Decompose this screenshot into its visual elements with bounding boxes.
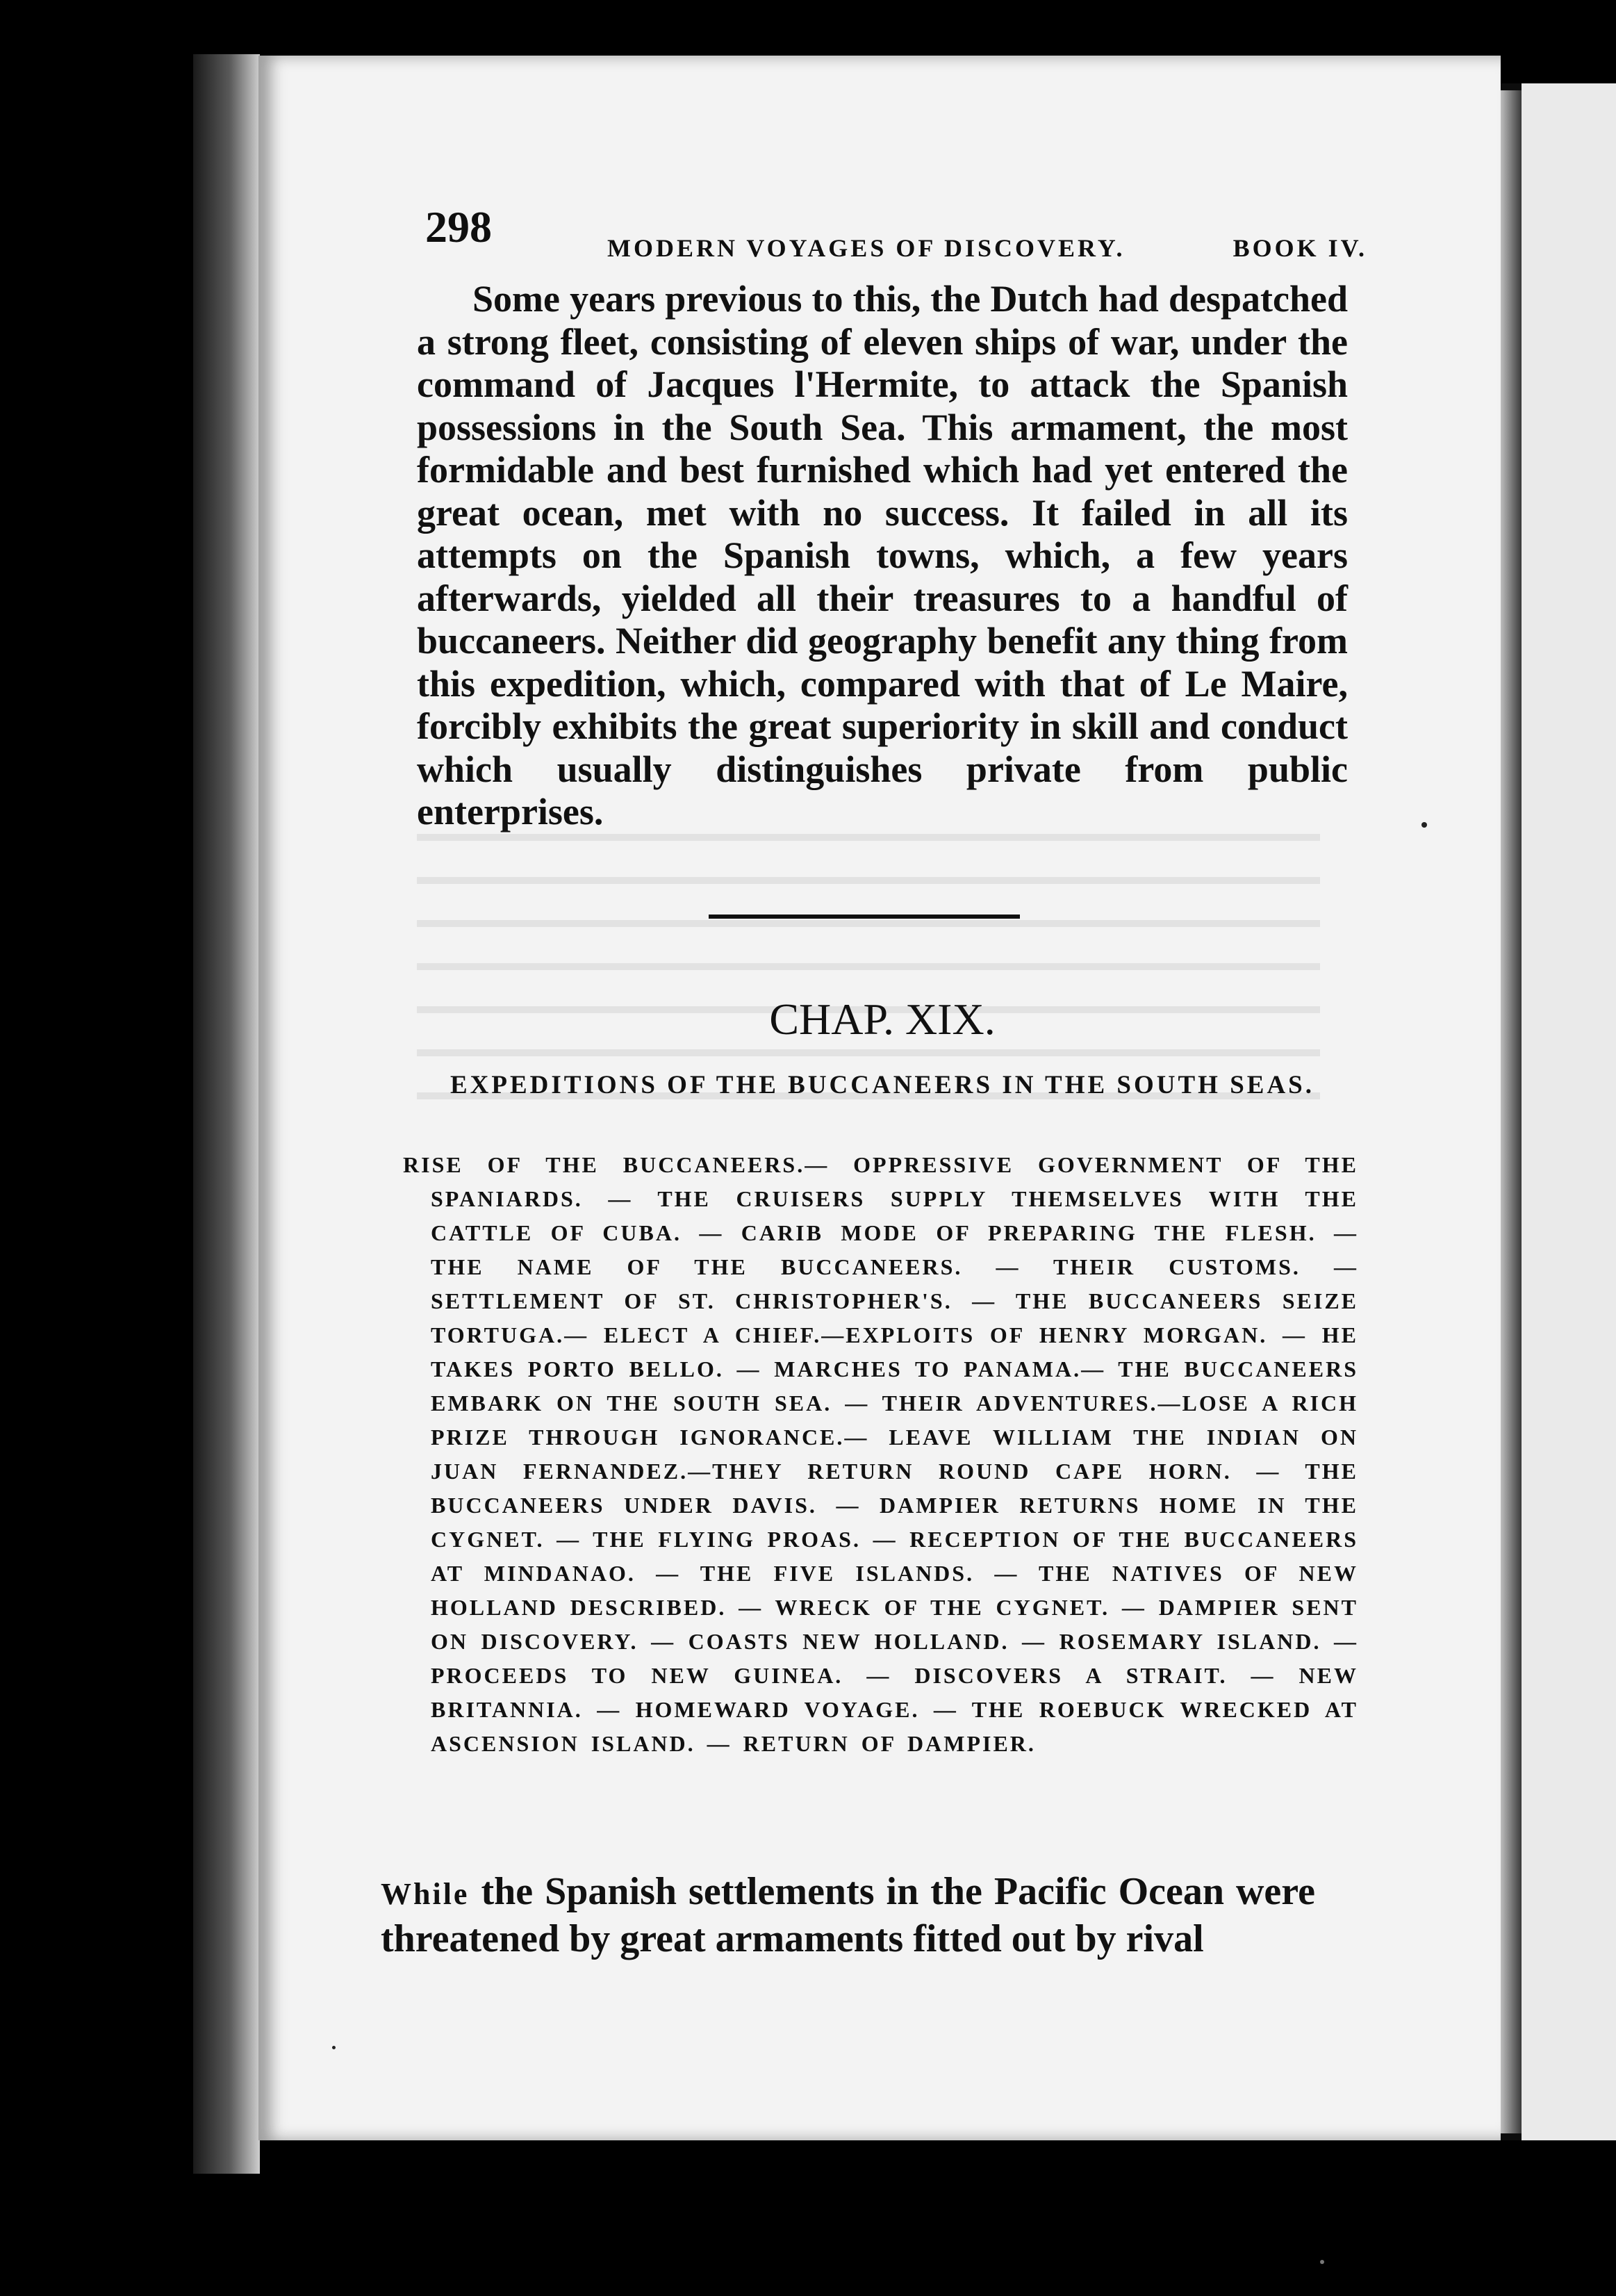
running-head-book: BOOK IV. [1232, 234, 1367, 262]
chapter-title: CHAP. XIX. [769, 994, 996, 1044]
section-rule [709, 915, 1020, 919]
page-shadow-left [193, 54, 260, 2174]
scan-speck [332, 2046, 336, 2049]
chapter-summary: RISE OF THE BUCCANEERS.— OPPRESSIVE GOVERNMENT OF THE SPANIARDS. — THE CRUISERS SUPPLY THEMSELVES WITH THE CATTLE OF CUBA. — CARIB MODE OF PREPARING THE FLESH. — THE NAME OF THE BUCCANEERS. — THEIR CUSTOMS. — SETTLEMENT OF ST. CHRISTOPHER'S. — THE BUCCANEERS SEIZE TORTUGA.— ELECT A CHIEF.—EXPLOITS OF HENRY MORGAN. — HE TAKES PORTO BELLO. — MARCHES TO PANAMA.— THE BUCCANEERS EMBARK ON THE SOUTH SEA. — THEIR ADVENTURES.—LOSE A RICH PRIZE THROUGH IGNORANCE.— LEAVE WILLIAM THE INDIAN ON JUAN FERNANDEZ.—THEY RETURN ROUND CAPE HORN. — THE BUCCANEERS UNDER DAVIS. — DAMPIER RETURNS HOME IN THE CYGNET. — THE FLYING PROAS. — RECEPTION OF THE BUCCANEERS AT MINDANAO. — THE FIVE ISLANDS. — THE NATIVES OF NEW HOLLAND DESCRIBED. — WRECK OF THE CYGNET. — DAMPIER SENT ON DISCOVERY. — COASTS NEW HOLLAND. — ROSEMARY ISLAND. — PROCEEDS TO NEW GUINEA. — DISCOVERS A STRAIT. — NEW BRITANNIA. — HOMEWARD VOYAGE. — THE ROEBUCK WRECKED AT ASCENSION ISLAND. — RETURN OF DAMPIER. [403, 1152, 1358, 1756]
running-head [425, 202, 1367, 262]
chapter-subtitle: EXPEDITIONS OF THE BUCCANEERS IN THE SOUTH SEAS. [450, 1071, 1315, 1099]
running-head-title: MODERN VOYAGES OF DISCOVERY. [607, 234, 1126, 262]
scan-speck [1320, 2260, 1324, 2264]
opening-text: the Spanish settlements in the Pacific Ocean were threatened by great armaments fitted out by rival [381, 1870, 1315, 1960]
opening-paragraph [381, 1869, 1315, 1961]
facing-page-edge [1522, 83, 1616, 2140]
scan-speck [1421, 822, 1427, 828]
body-paragraph: Some years previous to this, the Dutch had despatched a strong fleet, consisting of eleven ships of war, under the command of Jacques l'Hermite, to attack the Spanish possessions in the South Sea. This armament, the most formidable and best furnished which had yet entered the great ocean, met with no success. It failed in all its attempts on the Spanish towns, which, a few years afterwards, yielded all their treasures to a handful of buccaneers. Neither did geography benefit any thing from this expedition, which, compared with that of Le Maire, forcibly exhibits the great superiority in skill and conduct which usually distinguishes private from public enterprises. [417, 278, 1348, 833]
opening-first-word: While [381, 1877, 470, 1911]
page-shadow-right [1501, 90, 1522, 2133]
page-number: 298 [425, 202, 492, 252]
